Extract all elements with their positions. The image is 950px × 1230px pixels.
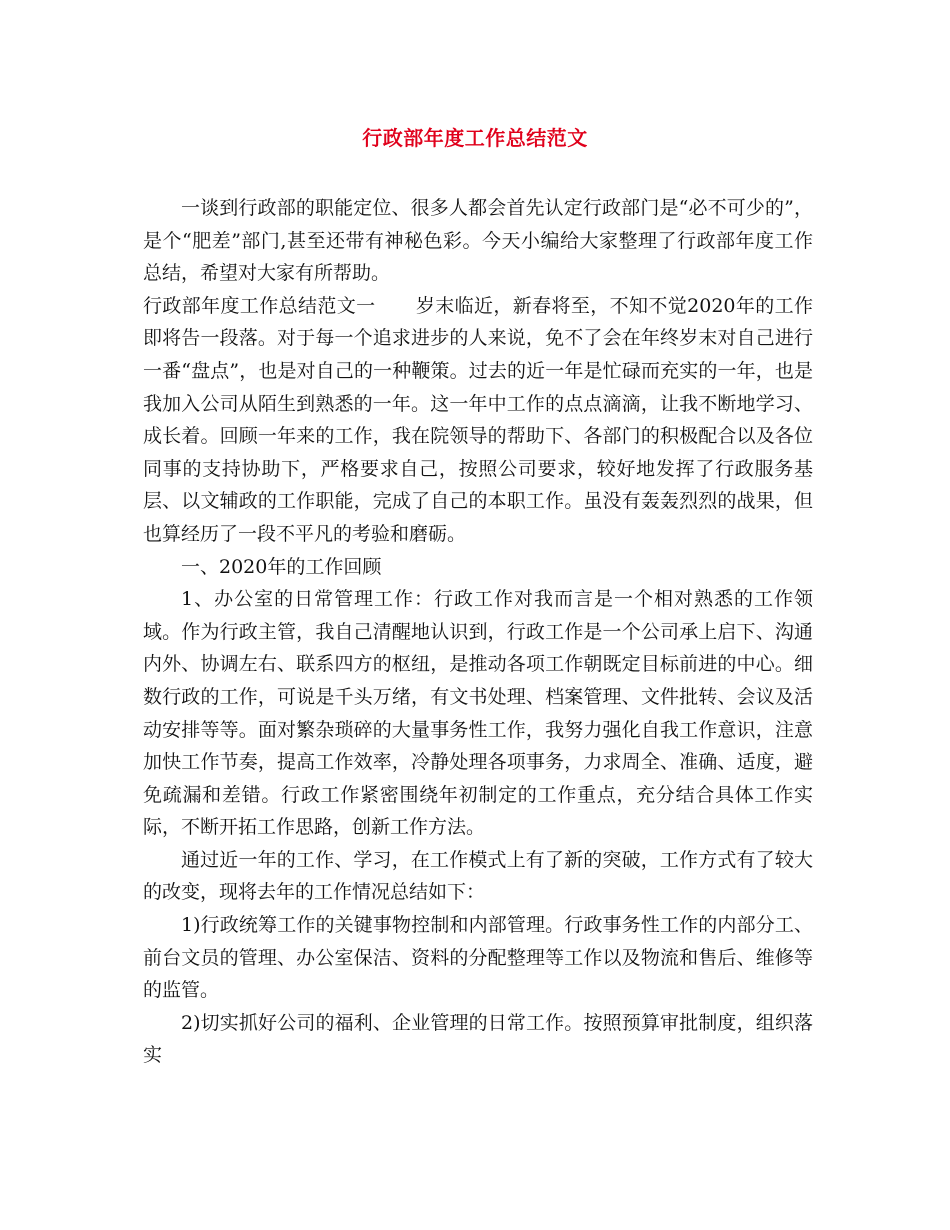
document-body [143, 192, 813, 1072]
item-office-management: 1、办公室的日常管理工作：行政工作对我而言是一个相对熟悉的工作领域。作为行政主管，我自己清醒地认识到，行政工作是一个公司承上启下、沟通内外、协调左右、联系四方的枢纽，是推动各项工作朝既定目标前进的中心。细数行政的工作，可说是千头万绪，有文书处理、档案管理、文件批转、会议及活动安排等等。面对繁杂琐碎的大量事务性工作，我努力强化自我工作意识，注意加快工作节奏，提高工作效率，冷静处理各项事务，力求周全、准确、适度，避免疏漏和差错。行政工作紧密围绕年初制定的工作重点，充分结合具体工作实际，不断开拓工作思路，创新工作方法。 [143, 588, 813, 839]
sub-item-1: 1)行政统筹工作的关键事物控制和内部管理。行政事务性工作的内部分工、前台文员的管理、办公室保洁、资料的分配整理等工作以及物流和售后、维修等的监管。 [143, 914, 813, 1002]
sub-item-2: 2)切实抓好公司的福利、企业管理的日常工作。按照预算审批制度，组织落实 [143, 1011, 813, 1067]
section-label: 行政部年度工作总结范文一 [143, 294, 376, 317]
document-title: 行政部年度工作总结范文 [362, 126, 588, 150]
summary-paragraph: 通过近一年的工作、学习，在工作模式上有了新的突破，工作方式有了较大的改变，现将去年的工作情况总结如下： [143, 848, 813, 904]
intro-paragraph: 一谈到行政部的职能定位、很多人都会首先认定行政部门是“必不可少的”，是个“肥差”部门,甚至还带有神秘色彩。今天小编给大家整理了行政部年度工作总结，希望对大家有所帮助。 [143, 197, 813, 285]
section-body: 岁末临近，新春将至，不知不觉2020年的工作即将告一段落。对于每一个追求进步的人来说，免不了会在年终岁末对自己进行一番“盘点”，也是对自己的一种鞭策。过去的近一年是忙碌而充实的一年，也是我加入公司从陌生到熟悉的一年。这一年中工作的点点滴滴，让我不断地学习、成长着。回顾一年来的工作，我在院领导的帮助下、各部门的积极配合以及各位同事的支持协助下，严格要求自己，按照公司要求，较好地发挥了行政服务基层、以文辅政的工作职能，完成了自己的本职工作。虽没有轰轰烈烈的战果，但也算经历了一段不平凡的考验和磨砺。 [143, 294, 813, 545]
heading-work-review: 一、2020年的工作回顾 [181, 555, 382, 578]
section-paragraph [143, 290, 813, 551]
